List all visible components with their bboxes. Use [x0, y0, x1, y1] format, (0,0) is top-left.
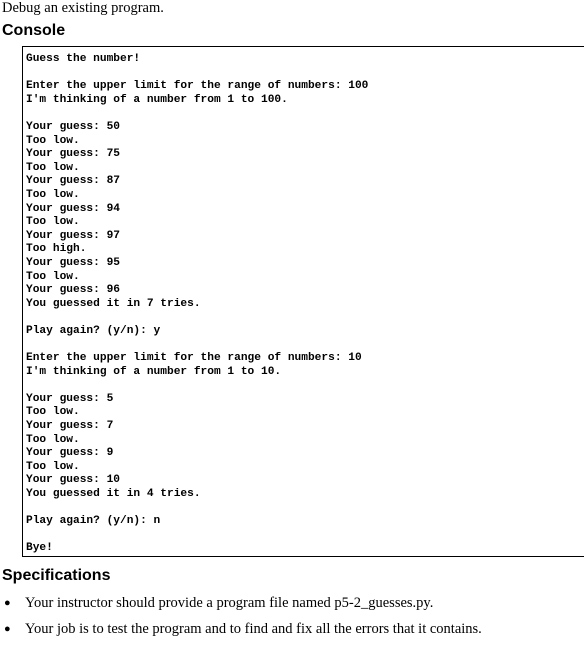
console-line: Guess the number!: [26, 53, 141, 65]
console-line: Too low.: [26, 460, 80, 473]
console-line: [26, 311, 368, 325]
console-line: Play again? (y/n): y: [26, 324, 161, 337]
console-line: Enter the upper limit for the range of numbers: 100: [26, 80, 369, 93]
console-line: Your guess: 96: [26, 284, 120, 297]
console-line: Too low.: [26, 188, 80, 201]
console-line: Your guess: 87: [26, 175, 120, 188]
bullet-icon: ●: [4, 597, 11, 609]
specification-text: Your job is to test the program and to find and fix all the errors that it contains.: [25, 621, 482, 637]
console-line: Too low.: [26, 134, 80, 147]
intro-text: Debug an existing program.: [2, 0, 164, 16]
console-line: Too low.: [26, 216, 80, 229]
console-line: [26, 67, 368, 81]
console-line: Too high.: [26, 243, 87, 256]
console-line: Play again? (y/n): n: [26, 515, 161, 528]
console-line: [26, 529, 368, 543]
console-line: Too low.: [26, 433, 80, 446]
console-line: [26, 379, 368, 393]
console-heading: Console: [2, 22, 66, 39]
bullet-icon: ●: [4, 623, 11, 635]
console-line: I'm thinking of a number from 1 to 10.: [26, 365, 282, 378]
console-line: Enter the upper limit for the range of numbers: 10: [26, 352, 362, 365]
console-line: Your guess: 9: [26, 447, 114, 460]
console-line: Your guess: 97: [26, 229, 120, 242]
specifications-heading: Specifications: [2, 567, 111, 584]
console-line: Your guess: 95: [26, 256, 120, 269]
console-line: I'm thinking of a number from 1 to 100.: [26, 93, 288, 106]
console-line: [26, 502, 368, 516]
console-line: Your guess: 75: [26, 148, 120, 161]
console-line: Bye!: [26, 542, 53, 555]
console-line: Your guess: 94: [26, 202, 120, 215]
console-line: Your guess: 50: [26, 120, 120, 133]
console-output-box: [22, 46, 584, 557]
specification-text: Your instructor should provide a program file named p5-2_guesses.py.: [25, 595, 434, 611]
console-line: Too low.: [26, 161, 80, 174]
console-line: Your guess: 5: [26, 392, 114, 405]
console-line: Your guess: 10: [26, 474, 120, 487]
console-line: Your guess: 7: [26, 420, 114, 433]
console-line: You guessed it in 4 tries.: [26, 488, 201, 500]
console-line: [26, 107, 368, 121]
console-line: Too low.: [26, 406, 80, 419]
console-line: Too low.: [26, 270, 80, 283]
console-line: You guessed it in 7 tries.: [26, 297, 201, 310]
console-line: [26, 338, 368, 352]
console-text: [26, 53, 368, 556]
